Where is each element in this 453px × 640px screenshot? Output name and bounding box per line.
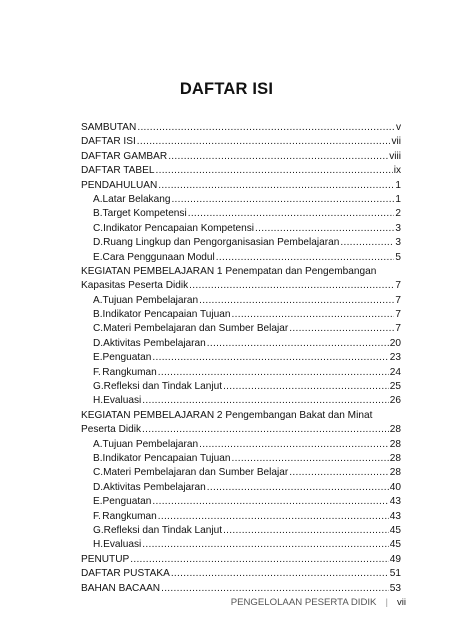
toc-entry-page: 7 [395,309,401,321]
dot-leader [137,135,391,149]
toc-entry-page: 28 [389,467,401,479]
toc-entry-letter: D. [93,481,104,493]
toc-entry-label: Materi Pembelajaran dan Sumber Belajar [103,467,289,479]
dot-leader [158,510,389,524]
toc-entry-label: Tujuan Pembelajaran [102,438,199,450]
toc-entry-page: 3 [395,237,401,249]
toc-entry-letter: D. [93,337,104,349]
toc-heading-line[interactable]: KEGIATAN PEMBELAJARAN 2 Pengembangan Bakat dan Minat [81,409,373,421]
toc-entry-label: Ruang Lingkup dan Pengorganisasian Pembelajaran [103,237,340,249]
dot-leader [207,337,389,351]
toc-subentry[interactable] [81,394,401,408]
toc-subentry[interactable] [81,438,401,452]
toc-entry-label: Penguatan [102,352,152,364]
toc-entry-letter: D. [93,237,104,249]
toc-entry-letter: C. [93,323,104,335]
toc-entry-label: Penguatan [102,496,152,508]
toc-subentry[interactable] [81,466,401,480]
toc-entry-page: 20 [389,337,401,349]
page-number: vii [396,597,406,608]
toc-entry-label: Evaluasi [103,395,142,407]
dot-leader [158,366,389,380]
toc-subentry[interactable] [81,481,401,495]
toc-entry-page: 7 [395,323,401,335]
toc-subentry[interactable] [81,207,401,221]
toc-entry-label: Latar Belakang [102,193,171,205]
dot-leader [137,121,395,135]
toc-entry-label: Kapasitas Peserta Didik [81,280,189,292]
toc-entry-letter: B. [93,208,103,220]
toc-entry-page: 40 [389,481,401,493]
dot-leader [223,524,389,538]
toc-entry-letter: E. [93,496,103,508]
dot-leader [232,452,389,466]
dot-leader [155,164,392,178]
dot-leader [142,423,389,437]
dot-leader [161,582,389,596]
toc-heading-line[interactable]: KEGIATAN PEMBELAJARAN 1 Penempatan dan Pengembangan [81,265,377,277]
toc-entry[interactable] [81,423,401,437]
toc-entry[interactable] [81,553,401,567]
toc-entry-page: 43 [389,496,401,508]
toc-entry-label: Target Kompetensi [102,208,187,220]
toc-subentry[interactable] [81,308,401,322]
toc-entry-letter: H. [93,395,104,407]
toc-entry[interactable] [81,279,401,293]
dot-leader [152,351,388,365]
toc-entry-letter: C. [93,467,104,479]
dot-leader [130,553,389,567]
toc-entry-label: Evaluasi [103,539,142,551]
toc-entry-label: Aktivitas Pembelajaran [103,337,206,349]
toc-subentry[interactable] [81,510,401,524]
dot-leader [152,495,388,509]
dot-leader [207,481,389,495]
toc-entry-page: 24 [389,366,401,378]
dot-leader [199,438,389,452]
toc-entry-page: 1 [395,179,401,191]
toc-entry-label: Peserta Didik [81,424,142,436]
dot-leader [289,322,394,336]
toc-entry-label: BAHAN BACAAN [81,582,161,594]
toc-entry-page: vii [391,136,401,148]
toc-subentry[interactable] [81,222,401,236]
toc-entry-letter: C. [93,222,104,234]
dot-leader [340,236,394,250]
page-title: DAFTAR ISI [179,80,274,98]
dot-leader [171,193,394,207]
toc-entry-page: ix [393,165,401,177]
toc-entry-label: Aktivitas Pembelajaran [103,481,206,493]
toc-entry[interactable] [81,179,401,193]
toc-entry-letter: A. [93,193,103,205]
page-footer [226,597,406,608]
toc-entry-letter: B. [93,309,103,321]
toc-entry-label: Indikator Pencapaian Kompetensi [103,222,255,234]
toc-entry-label: Refleksi dan Tindak Lanjut [103,381,223,393]
toc-entry-page: 3 [395,222,401,234]
toc-entry-page: 28 [389,424,401,436]
toc-entry[interactable] [81,567,401,581]
toc-entry-page: 53 [389,582,401,594]
dot-leader [168,150,388,164]
toc-entry-letter: E. [93,251,103,263]
toc-entry-label: PENDAHULUAN [81,179,158,191]
toc-entry-label: SAMBUTAN [81,122,137,133]
toc-subentry[interactable] [81,524,401,538]
toc-entry-page: 45 [389,524,401,536]
dot-leader [158,179,394,193]
toc-entry-label: DAFTAR PUSTAKA [81,568,170,580]
toc-subentry[interactable] [81,322,401,336]
toc-entry-label: Rangkuman [102,510,157,522]
toc-entry-page: 26 [389,395,401,407]
toc-subentry[interactable] [81,351,401,365]
toc-entry-label: DAFTAR GAMBAR [81,150,168,162]
dot-leader [289,466,389,480]
toc-entry[interactable] [81,150,401,164]
toc-entry-page: 45 [389,539,401,551]
toc-entry-page: 2 [395,208,401,220]
toc-entry-page: 43 [389,510,401,522]
toc-entry-page: 7 [395,280,401,292]
toc-entry-page: 5 [395,251,401,263]
dot-leader [142,394,389,408]
table-of-contents [81,121,401,596]
toc-entry-page: 25 [389,381,401,393]
toc-subentry[interactable] [81,294,401,308]
toc-entry-page: viii [389,150,401,162]
toc-entry-letter: A. [93,438,103,450]
toc-entry[interactable] [81,164,401,178]
toc-entry-label: Tujuan Pembelajaran [102,294,199,306]
dot-leader [171,567,389,581]
toc-entry-label: DAFTAR TABEL [81,165,155,177]
toc-entry-label: PENUTUP [81,553,130,565]
toc-subentry[interactable] [81,380,401,394]
toc-entry-label: Refleksi dan Tindak Lanjut [103,524,223,536]
toc-entry-page: 28 [389,452,401,464]
toc-entry[interactable] [81,135,401,149]
toc-entry-letter: F. [93,510,101,522]
toc-entry-page: 1 [395,193,401,205]
dot-leader [199,294,394,308]
toc-entry-label: DAFTAR ISI [81,136,136,148]
toc-entry-letter: F. [93,366,101,378]
dot-leader [232,308,395,322]
toc-subentry[interactable] [81,337,401,351]
toc-entry-page: v [395,122,401,133]
toc-subentry[interactable] [81,193,401,207]
toc-subentry[interactable] [81,251,401,265]
toc-entry-label: Indikator Pencapaian Tujuan [102,309,231,321]
toc-entry[interactable] [81,121,401,135]
dot-leader [255,222,394,236]
toc-entry-page: 28 [389,438,401,450]
toc-entry-page: 7 [395,294,401,306]
dot-leader [142,538,389,552]
toc-entry-page: 23 [389,352,401,364]
toc-subentry[interactable] [81,452,401,466]
toc-entry-letter: G. [93,381,104,393]
dot-leader [189,279,394,293]
dot-leader [223,380,389,394]
toc-entry-letter: E. [93,352,103,364]
toc-entry-letter: G. [93,524,104,536]
toc-subentry[interactable] [81,366,401,380]
toc-subentry[interactable] [81,495,401,509]
toc-entry-letter: H. [93,539,104,551]
toc-subentry[interactable] [81,538,401,552]
dot-leader [216,251,395,265]
toc-entry-label: Cara Penggunaan Modul [102,251,215,263]
toc-entry-label: Indikator Pencapaian Tujuan [102,452,231,464]
toc-entry-page: 51 [389,568,401,580]
toc-entry-label: Materi Pembelajaran dan Sumber Belajar [103,323,289,335]
toc-subentry[interactable] [81,236,401,250]
toc-entry-letter: A. [93,294,103,306]
dot-leader [188,207,395,221]
toc-entry-label: Rangkuman [102,366,157,378]
toc-entry[interactable] [81,582,401,596]
footer-separator: | [385,597,388,608]
running-title: PENGELOLAAN PESERTA DIDIK [230,597,377,608]
toc-entry-page: 49 [389,553,401,565]
toc-entry-letter: B. [93,452,103,464]
